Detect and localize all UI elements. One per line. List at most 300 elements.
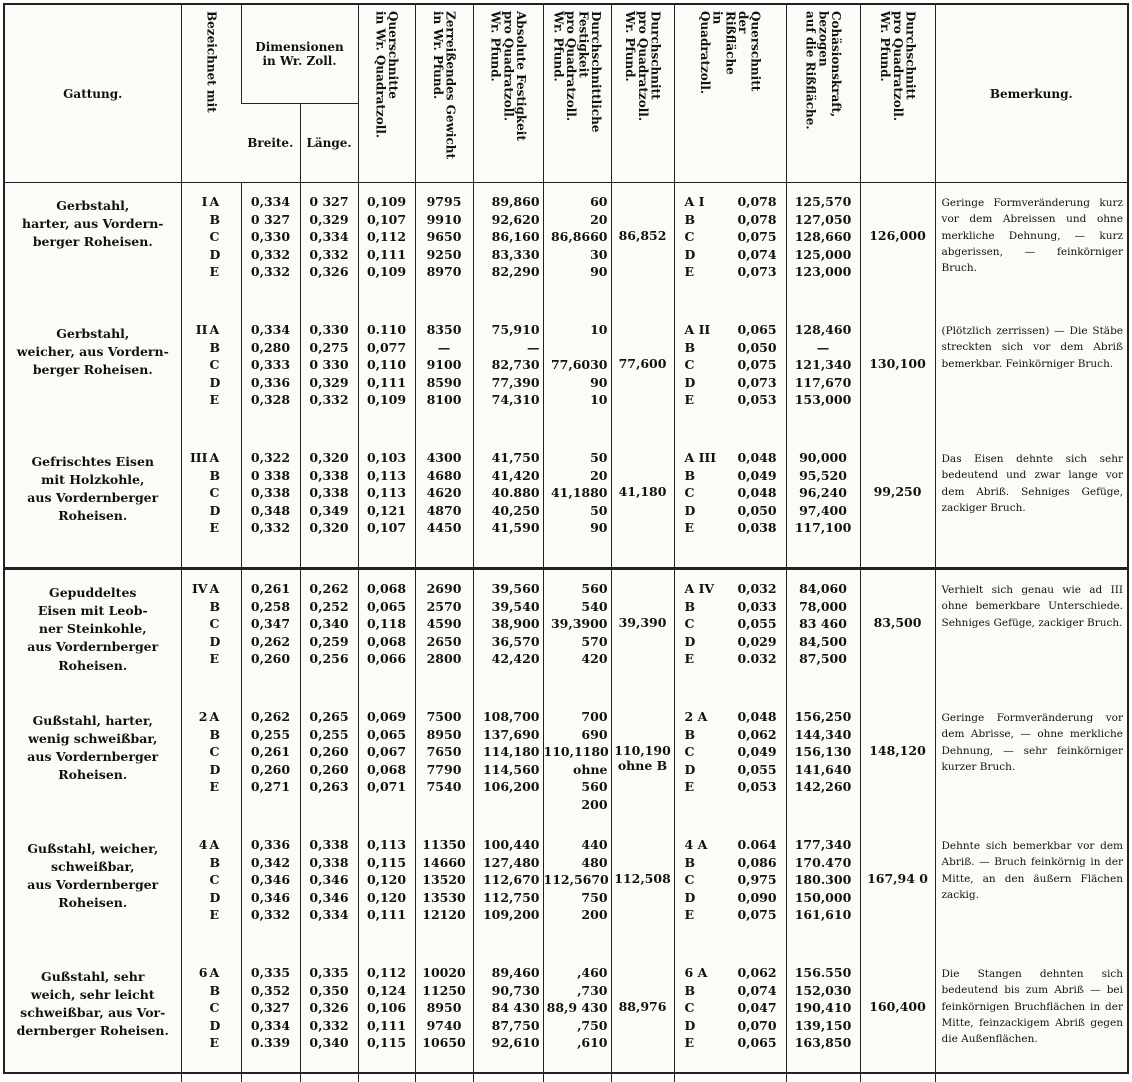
breite-value: 0,258 — [242, 598, 300, 616]
laenge-value: 0,262 — [301, 580, 358, 598]
header-bezeichnet: Bezeichnet mit — [181, 5, 241, 183]
laenge-value-cell — [300, 826, 358, 954]
breite-value: 0,332 — [242, 246, 300, 264]
rissflaeche-value: 0,055 — [729, 761, 786, 779]
breite-value: 0,338 — [242, 484, 300, 502]
querschnitt-value: 0,065 — [359, 598, 415, 616]
gewicht-value: 4620 — [416, 484, 473, 502]
durchschnitt-festigkeit-value: 30 — [544, 246, 608, 264]
header-querschnitt: Querschnitte in Wr. Quadratzoll. — [358, 5, 415, 183]
durchschnitt-quadratzoll-value-cell — [611, 439, 674, 569]
kohaesion-value: 170.470 — [787, 854, 860, 872]
absolut-value: 92,620 — [474, 211, 540, 229]
laenge-value: 0,252 — [301, 598, 358, 616]
breite-value: 0,348 — [242, 502, 300, 520]
breite-value: 0,332 — [242, 906, 300, 924]
durchschnitt-quadratzoll-value-cell — [611, 183, 674, 312]
durchschnitt-festigkeit-value: 90 — [544, 519, 608, 537]
absolut-value: 75,910 — [474, 321, 540, 339]
sample-letter: D — [210, 1017, 221, 1035]
querschnitt-value: 0,111 — [359, 1017, 415, 1035]
breite-value-cell — [241, 439, 300, 569]
kohaesion-value: 152,030 — [787, 982, 860, 1000]
breite-value: 0 327 — [242, 211, 300, 229]
gewicht-value: 11350 — [416, 836, 473, 854]
laenge-value-cell — [300, 439, 358, 569]
laenge-value-cell — [300, 311, 358, 439]
rissflaeche-value: 0,049 — [729, 467, 786, 485]
rissflaeche-cell — [674, 439, 786, 569]
series-roman: I — [182, 193, 210, 281]
breite-value: 0,352 — [242, 982, 300, 1000]
sample-letter: D — [210, 633, 221, 651]
durchschnitt-quadratzoll-value-cell — [611, 698, 674, 826]
durchschnitt-kohaesion-value-cell — [860, 183, 935, 312]
riss-label: B — [685, 598, 729, 616]
gewicht-value-cell — [415, 569, 473, 699]
sample-letter: A — [210, 321, 221, 339]
laenge-value: 0,329 — [301, 211, 358, 229]
absolut-value: 39,560 — [474, 580, 540, 598]
series-roman: 2 — [182, 708, 210, 796]
rissflaeche-value: 0,075 — [729, 906, 786, 924]
durchschnitt-festigkeit-value: 700 — [544, 708, 608, 726]
absolut-value: 89,460 — [474, 964, 540, 982]
gewicht-value-cell — [415, 826, 473, 954]
kohaesion-value: — — [787, 339, 860, 357]
sample-letter: C — [210, 999, 221, 1017]
breite-value: 0,336 — [242, 374, 300, 392]
bemerkung-cell — [935, 439, 1127, 569]
gewicht-value: 4450 — [416, 519, 473, 537]
durchschnitt-kohaesion-value-cell — [860, 698, 935, 826]
durchschnitt-kohaesion-value-cell — [860, 311, 935, 439]
series-roman: 6 — [182, 964, 210, 1052]
series-roman: IV — [182, 580, 210, 668]
breite-value-cell — [241, 569, 300, 699]
durchschnitt-festigkeit-value: 20 — [544, 467, 608, 485]
durchschnitt-festigkeit-value: 77,6030 — [544, 356, 608, 374]
querschnitt-value-cell — [358, 439, 415, 569]
querschnitt-value: 0.110 — [359, 321, 415, 339]
kohaesion-value: 127,050 — [787, 211, 860, 229]
sample-letter: A — [210, 449, 221, 467]
bemerkung-text: Verhielt sich genau wie ad III ohne bemerkbare Unterschiede. Sehniges Gefüge, zackiger Bruch. — [936, 570, 1128, 631]
rissflaeche-value: 0,065 — [729, 321, 786, 339]
absolut-value: 40,250 — [474, 502, 540, 520]
laenge-value-cell — [300, 954, 358, 1082]
riss-label: C — [685, 999, 729, 1017]
laenge-value: 0,260 — [301, 761, 358, 779]
durchschnitt-festigkeit-value — [544, 339, 608, 357]
bemerkung-text: Dehnte sich bemerkbar vor dem Abriß. — Bruch feinkörnig in der Mitte, an den äußern Flächen zackig. — [936, 826, 1128, 903]
laenge-value: 0,340 — [301, 615, 358, 633]
rissflaeche-value: 0,055 — [729, 615, 786, 633]
durchschnitt-festigkeit-value: 50 — [544, 449, 608, 467]
rissflaeche-value: 0,070 — [729, 1017, 786, 1035]
gewicht-value: 9250 — [416, 246, 473, 264]
rissflaeche-value: 0,047 — [729, 999, 786, 1017]
durchschnitt-festigkeit-value: 200 — [544, 796, 608, 814]
breite-value: 0,327 — [242, 999, 300, 1017]
gewicht-value: 4870 — [416, 502, 473, 520]
header-durchschnitt-kohaesion: Durchschnitt pro Quadratzoll. Wr. Pfund. — [860, 5, 935, 183]
header-durchschnitt-festigkeit: Durchschnittliche Festigkeit pro Quadratzoll. Wr. Pfund. — [543, 5, 611, 183]
breite-value: 0,262 — [242, 633, 300, 651]
laenge-value: 0,265 — [301, 708, 358, 726]
kohaesion-value: 123,000 — [787, 263, 860, 281]
durchschnitt-festigkeit-value: 540 — [544, 598, 608, 616]
absolut-value: 74,310 — [474, 391, 540, 409]
durchschnitt-festigkeit-value: 440 — [544, 836, 608, 854]
breite-value: 0.339 — [242, 1034, 300, 1052]
kohaesion-value: 161,610 — [787, 906, 860, 924]
rissflaeche-value: 0,029 — [729, 633, 786, 651]
bemerkung-text: (Plötzlich zerrissen) — Die Stäbe streckten sich vor dem Abriß bemerkbar. Feinkörniger Bruch. — [936, 311, 1128, 372]
gewicht-value-cell — [415, 183, 473, 312]
gewicht-value: 8350 — [416, 321, 473, 339]
riss-label: C — [685, 484, 729, 502]
durchschnitt-festigkeit-value: ,460 — [544, 964, 608, 982]
header-breite: Breite. — [241, 104, 300, 183]
breite-value: 0,342 — [242, 854, 300, 872]
kohaesion-value: 142,260 — [787, 778, 860, 796]
querschnitt-value-cell — [358, 569, 415, 699]
durchschnitt-quadratzoll-value: 77,600 — [612, 311, 674, 371]
riss-label: B — [685, 211, 729, 229]
gewicht-value-cell — [415, 698, 473, 826]
durchschnitt-kohaesion-value-cell — [860, 439, 935, 569]
riss-label: D — [685, 1017, 729, 1035]
gewicht-value: 7790 — [416, 761, 473, 779]
rissflaeche-value: 0,073 — [729, 263, 786, 281]
querschnitt-value: 0,068 — [359, 633, 415, 651]
bemerkung-cell — [935, 569, 1127, 699]
querschnitt-value-cell — [358, 311, 415, 439]
riss-label: D — [685, 633, 729, 651]
series-roman: 4 — [182, 836, 210, 924]
header-laenge: Länge. — [300, 104, 358, 183]
querschnitt-value-cell — [358, 954, 415, 1082]
durchschnitt-festigkeit-value: 200 — [544, 906, 608, 924]
kohaesion-value-cell — [786, 439, 860, 569]
absolut-value: 108,700 — [474, 708, 540, 726]
breite-value: 0,262 — [242, 708, 300, 726]
kohaesion-value-cell — [786, 954, 860, 1082]
breite-value: 0,261 — [242, 743, 300, 761]
kohaesion-value: 84,500 — [787, 633, 860, 651]
gewicht-value: 11250 — [416, 982, 473, 1000]
absolut-value: 41,590 — [474, 519, 540, 537]
durchschnitt-kohaesion-value-cell — [860, 826, 935, 954]
breite-value: 0,260 — [242, 761, 300, 779]
table-row — [5, 826, 1127, 954]
rissflaeche-value: 0,086 — [729, 854, 786, 872]
absolut-value-cell — [473, 183, 543, 312]
querschnitt-value: 0,115 — [359, 854, 415, 872]
sample-letter: C — [210, 615, 221, 633]
bemerkung-text: Geringe Formveränderung vor dem Abrisse, — ohne merkliche Dehnung, — sehr feinkörniger kurzer Bruch. — [936, 698, 1128, 775]
riss-label: A I — [685, 193, 729, 211]
kohaesion-value: 117,670 — [787, 374, 860, 392]
sample-letter: E — [210, 778, 221, 796]
rissflaeche-cell — [674, 698, 786, 826]
kohaesion-value: 128,460 — [787, 321, 860, 339]
label-cell — [181, 183, 241, 312]
header-absolut: Absolute Festigkeit pro Quadratzoll. Wr. Pfund. — [473, 5, 543, 183]
sample-letter: D — [210, 374, 221, 392]
durchschnitt-festigkeit-value: 560 — [544, 580, 608, 598]
riss-label: B — [685, 854, 729, 872]
rissflaeche-value: 0,065 — [729, 1034, 786, 1052]
laenge-value: 0,332 — [301, 246, 358, 264]
breite-value: 0,346 — [242, 889, 300, 907]
absolut-value: 137,690 — [474, 726, 540, 744]
table-row — [5, 569, 1127, 699]
absolut-value-cell — [473, 954, 543, 1082]
kohaesion-value: 87,500 — [787, 650, 860, 668]
durchschnitt-festigkeit-value: 50 — [544, 502, 608, 520]
gattung-text: Gußstahl, harter, wenig schweißbar, aus Vordernberger Roheisen. — [5, 698, 181, 785]
rissflaeche-value: 0,048 — [729, 484, 786, 502]
rissflaeche-value: 0,074 — [729, 246, 786, 264]
riss-label: E — [685, 906, 729, 924]
rissflaeche-value: 0,050 — [729, 339, 786, 357]
durchschnitt-festigkeit-value: 41,1880 — [544, 484, 608, 502]
rissflaeche-value: 0,075 — [729, 228, 786, 246]
gewicht-value: 10020 — [416, 964, 473, 982]
gewicht-value: 7500 — [416, 708, 473, 726]
rissflaeche-value: 0,062 — [729, 964, 786, 982]
absolut-value: 114,560 — [474, 761, 540, 779]
riss-label: D — [685, 889, 729, 907]
querschnitt-value: 0,066 — [359, 650, 415, 668]
rissflaeche-value: 0,053 — [729, 391, 786, 409]
laenge-value: 0,275 — [301, 339, 358, 357]
header-dimensionen: Dimensionen in Wr. Zoll. — [241, 5, 358, 104]
durchschnitt-festigkeit-value: 10 — [544, 321, 608, 339]
gewicht-value: 14660 — [416, 854, 473, 872]
gattung-cell — [5, 311, 181, 439]
gattung-cell — [5, 569, 181, 699]
label-cell — [181, 826, 241, 954]
durchschnitt-quadratzoll-value: 112,508 — [612, 826, 674, 886]
bemerkung-cell — [935, 826, 1127, 954]
bemerkung-cell — [935, 311, 1127, 439]
riss-label: B — [685, 982, 729, 1000]
kohaesion-value: 144,340 — [787, 726, 860, 744]
kohaesion-value: 156,250 — [787, 708, 860, 726]
sample-letter: E — [210, 1034, 221, 1052]
kohaesion-value: 125,570 — [787, 193, 860, 211]
querschnitt-value: 0,111 — [359, 374, 415, 392]
riss-label: A III — [685, 449, 729, 467]
rissflaeche-value: 0,050 — [729, 502, 786, 520]
kohaesion-value: 121,340 — [787, 356, 860, 374]
gewicht-value: 9650 — [416, 228, 473, 246]
durchschnitt-festigkeit-value: 690 — [544, 726, 608, 744]
riss-label: 2 A — [685, 708, 729, 726]
gewicht-value: — — [416, 339, 473, 357]
absolut-value: 90,730 — [474, 982, 540, 1000]
document-page — [3, 3, 1129, 1074]
sample-letter: A — [210, 708, 221, 726]
durchschnitt-kohaesion-value: 126,000 — [861, 183, 935, 243]
sample-letter: E — [210, 906, 221, 924]
durchschnitt-festigkeit-value: ,730 — [544, 982, 608, 1000]
absolut-value: 82,290 — [474, 263, 540, 281]
sample-letter: B — [210, 339, 221, 357]
gewicht-value: 4680 — [416, 467, 473, 485]
rissflaeche-value: 0,075 — [729, 356, 786, 374]
label-cell — [181, 569, 241, 699]
kohaesion-value-cell — [786, 826, 860, 954]
rissflaeche-value: 0,038 — [729, 519, 786, 537]
riss-label: D — [685, 502, 729, 520]
bemerkung-text: Geringe Formveränderung kurz vor dem Abreissen und ohne merkliche Dehnung, — kurz abgerissen, — feinkörniger Bruch. — [936, 183, 1128, 276]
durchschnitt-festigkeit-value: 112,5670 — [544, 871, 608, 889]
series-roman: III — [182, 449, 210, 537]
gewicht-value: 13530 — [416, 889, 473, 907]
header-gattung: Gattung. — [5, 5, 181, 183]
gewicht-value: 9740 — [416, 1017, 473, 1035]
querschnitt-value: 0,124 — [359, 982, 415, 1000]
durchschnitt-festigkeit-value: 39,3900 — [544, 615, 608, 633]
gattung-cell — [5, 698, 181, 826]
sample-letter: D — [210, 246, 221, 264]
table-row — [5, 311, 1127, 439]
durchschnitt-festigkeit-value: 480 — [544, 854, 608, 872]
kohaesion-value: 95,520 — [787, 467, 860, 485]
absolut-value: 41,750 — [474, 449, 540, 467]
sample-letter: B — [210, 982, 221, 1000]
laenge-value: 0,320 — [301, 519, 358, 537]
riss-label: E — [685, 1034, 729, 1052]
laenge-value: 0 330 — [301, 356, 358, 374]
querschnitt-value: 0,077 — [359, 339, 415, 357]
breite-value: 0,346 — [242, 871, 300, 889]
gewicht-value: 12120 — [416, 906, 473, 924]
sample-letter: B — [210, 467, 221, 485]
laenge-value: 0,329 — [301, 374, 358, 392]
durchschnitt-festigkeit-value: ,750 — [544, 1017, 608, 1035]
gewicht-value: 8970 — [416, 263, 473, 281]
riss-label: C — [685, 228, 729, 246]
durchschnitt-kohaesion-value: 148,120 — [861, 698, 935, 758]
sample-letter: D — [210, 889, 221, 907]
sample-letter: C — [210, 356, 221, 374]
riss-label: D — [685, 761, 729, 779]
laenge-value-cell — [300, 569, 358, 699]
kohaesion-value-cell — [786, 311, 860, 439]
durchschnitt-quadratzoll-value-cell — [611, 954, 674, 1082]
breite-value: 0,280 — [242, 339, 300, 357]
kohaesion-value: 117,100 — [787, 519, 860, 537]
breite-value: 0,271 — [242, 778, 300, 796]
kohaesion-value: 83 460 — [787, 615, 860, 633]
gewicht-value: 9795 — [416, 193, 473, 211]
querschnitt-value: 0,113 — [359, 836, 415, 854]
absolut-value: 106,200 — [474, 778, 540, 796]
absolut-value: 36,570 — [474, 633, 540, 651]
breite-value: 0,336 — [242, 836, 300, 854]
kohaesion-value-cell — [786, 183, 860, 312]
gewicht-value-cell — [415, 954, 473, 1082]
durchschnitt-festigkeit-value: 750 — [544, 889, 608, 907]
kohaesion-value: 128,660 — [787, 228, 860, 246]
rissflaeche-value: 0,078 — [729, 193, 786, 211]
durchschnitt-kohaesion-value: 99,250 — [861, 439, 935, 499]
querschnitt-value-cell — [358, 826, 415, 954]
absolut-value: 109,200 — [474, 906, 540, 924]
gewicht-value: 8950 — [416, 726, 473, 744]
gewicht-value: 13520 — [416, 871, 473, 889]
kohaesion-value-cell — [786, 569, 860, 699]
kohaesion-value: 125,000 — [787, 246, 860, 264]
durchschnitt-quadratzoll-value-cell — [611, 311, 674, 439]
absolut-value-cell — [473, 311, 543, 439]
sample-letter: A — [210, 580, 221, 598]
absolut-value: 89,860 — [474, 193, 540, 211]
querschnitt-value: 0,109 — [359, 193, 415, 211]
laenge-value: 0,338 — [301, 854, 358, 872]
querschnitt-value: 0,068 — [359, 580, 415, 598]
gattung-text: Gußstahl, weicher, schweißbar, aus Vordernberger Roheisen. — [5, 826, 181, 913]
querschnitt-value: 0,107 — [359, 519, 415, 537]
rissflaeche-value: 0,073 — [729, 374, 786, 392]
absolut-value: 83,330 — [474, 246, 540, 264]
durchschnitt-festigkeit-value-cell — [543, 954, 611, 1082]
riss-label: 4 A — [685, 836, 729, 854]
laenge-value: 0,326 — [301, 263, 358, 281]
series-roman: II — [182, 321, 210, 409]
breite-value: 0,260 — [242, 650, 300, 668]
kohaesion-value: 180.300 — [787, 871, 860, 889]
breite-value: 0,328 — [242, 391, 300, 409]
durchschnitt-quadratzoll-value: 86,852 — [612, 183, 674, 243]
kohaesion-value: 177,340 — [787, 836, 860, 854]
table-row — [5, 954, 1127, 1082]
laenge-value-cell — [300, 698, 358, 826]
breite-value-cell — [241, 183, 300, 312]
querschnitt-value: 0,109 — [359, 263, 415, 281]
gattung-text: Gerbstahl, weicher, aus Vordern- berger Roheisen. — [5, 311, 181, 379]
sample-letter: E — [210, 650, 221, 668]
laenge-value: 0,340 — [301, 1034, 358, 1052]
querschnitt-value: 0,110 — [359, 356, 415, 374]
absolut-value: 41,420 — [474, 467, 540, 485]
table-row — [5, 439, 1127, 569]
label-cell — [181, 954, 241, 1082]
durchschnitt-quadratzoll-value: 41,180 — [612, 439, 674, 499]
querschnitt-value: 0,071 — [359, 778, 415, 796]
label-cell — [181, 698, 241, 826]
querschnitt-value: 0,113 — [359, 484, 415, 502]
laenge-value: 0,332 — [301, 1017, 358, 1035]
querschnitt-value: 0,118 — [359, 615, 415, 633]
rissflaeche-value: 0,975 — [729, 871, 786, 889]
breite-value-cell — [241, 826, 300, 954]
durchschnitt-festigkeit-value: 110,1180 — [544, 743, 608, 761]
rissflaeche-value: 0,078 — [729, 211, 786, 229]
gattung-cell — [5, 954, 181, 1082]
kohaesion-value: 156,130 — [787, 743, 860, 761]
laenge-value: 0,350 — [301, 982, 358, 1000]
durchschnitt-festigkeit-value: 86,8660 — [544, 228, 608, 246]
riss-label: A IV — [685, 580, 729, 598]
laenge-value: 0,255 — [301, 726, 358, 744]
gattung-text: Gepuddeltes Eisen mit Leob- ner Steinkohle, aus Vordernberger Roheisen. — [5, 570, 181, 675]
